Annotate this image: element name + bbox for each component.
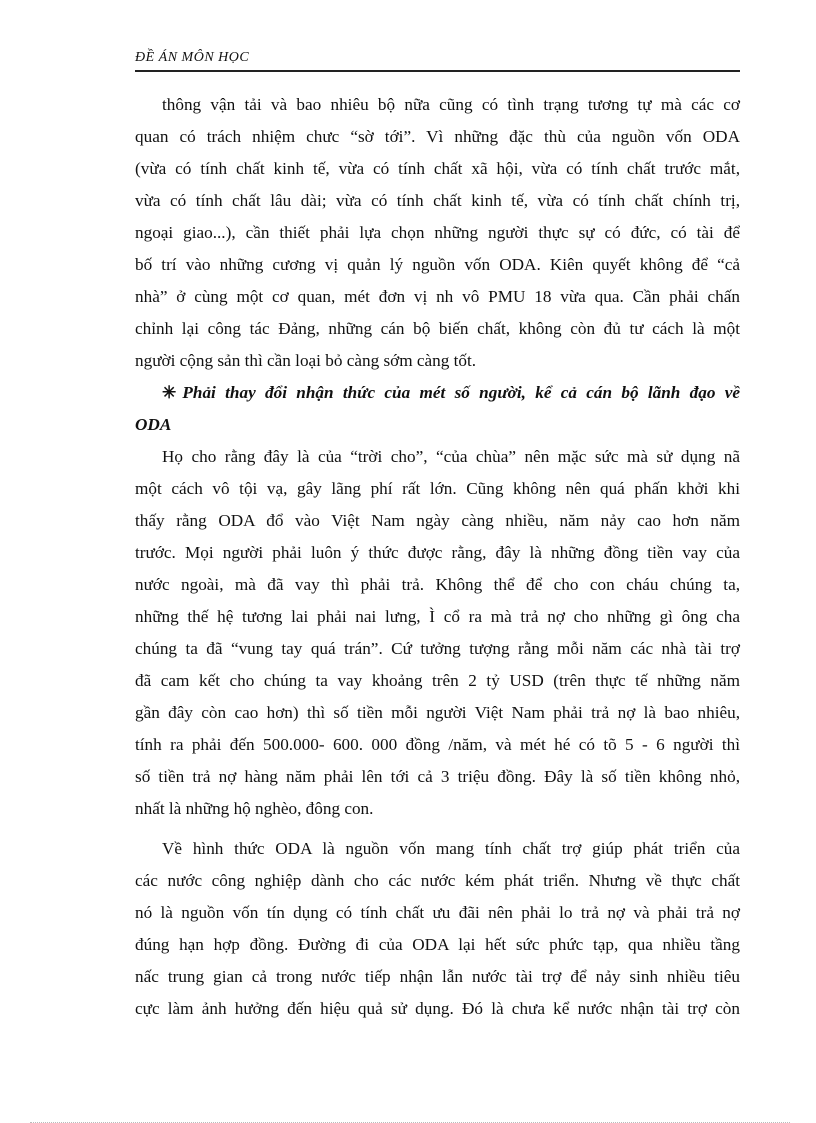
text-line: những thế hệ tương lai phải nai lưng, Ì cổ ra mà trả nợ cho những gì ông cha [135,607,740,626]
text-line: Họ cho rằng đây là của “trời cho”, “của chùa” nên mặc sức mà sử dụng nã [162,447,740,466]
section-heading-cont: ODA [135,415,172,434]
section-heading-text: Phải thay đổi nhận thức của mét số người, kể cả cán bộ lãnh đạo về [182,383,740,402]
text-line: một cách vô tội vạ, gây lãng phí rất lớn. Cũng không nên quá phấn khởi khi [135,479,740,498]
text-line: bố trí vào những cương vị quản lý nguồn vốn ODA. Kiên quyết không để “cả [135,255,740,274]
text-line: tính ra phải đến 500.000- 600. 000 đồng /năm, và mét hé có tõ 5 - 6 người thì [135,735,740,754]
page-header [135,48,740,72]
text-line: nấc trung gian cả trong nước tiếp nhận lẫn nước tài trợ để nảy sinh nhiều tiêu [135,967,740,986]
text-line: vừa có tính chất lâu dài; vừa có tính chất kinh tế, vừa có tính chất chính trị, [135,191,740,210]
text-line: ngoại giao...), cần thiết phải lựa chọn những người thực sự có đức, có tài để [135,223,740,242]
asterisk-icon: ✳ [162,383,177,402]
text-line: đã cam kết cho chúng ta vay khoảng trên 2 tỷ USD (trên thực tế những năm [135,671,740,690]
text-line: các nước công nghiệp dành cho các nước kém phát triển. Nhưng về thực chất [135,871,740,890]
text-line: Về hình thức ODA là nguồn vốn mang tính chất trợ giúp phát triển của [162,839,740,858]
text-line: số tiền trả nợ hàng năm phải lên tới cả 3 triệu đồng. Đây là số tiền không nhỏ, [135,767,740,786]
header-title: ĐỀ ÁN MÔN HỌC [135,50,250,65]
section-heading [135,378,740,408]
text-line: quan có trách nhiệm chưc “sờ tới”. Vì những đặc thù của nguồn vốn ODA [135,127,740,146]
text-line: trước. Mọi người phải luôn ý thức được rằng, đây là những đồng tiền vay của [135,543,740,562]
text-line: nhà” ở cùng một cơ quan, mét đơn vị nh vô PMU 18 vừa qua. Cần phải chấn [135,287,740,306]
text-line: người cộng sản thì cần loại bỏ càng sớm càng tốt. [135,351,477,370]
text-line: nước ngoài, mà đã vay thì phải trả. Không thể để cho con cháu chúng ta, [135,575,740,594]
text-line: thấy rằng ODA đổ vào Việt Nam ngày càng nhiều, năm nảy cao hơn năm [135,511,740,530]
text-line: thông vận tải và bao nhiêu bộ nữa cũng có tình trạng tương tự mà các cơ [162,95,740,114]
text-line: nó là nguồn vốn tín dụng có tính chất ưu đãi nên phải lo trả nợ và phải trả nợ [135,903,740,922]
text-line: chúng ta đã “vung tay quá trán”. Cứ tưởng tượng rằng mỗi năm các nhà tài trợ [135,639,740,658]
text-line: đúng hạn hợp đồng. Đường đi của ODA lại hết sức phức tạp, qua nhiều tầng [135,935,740,954]
text-line: gần đây còn cao hơn) thì số tiền mỗi người Việt Nam phải trả nợ là bao nhiêu, [135,703,740,722]
text-line: cực làm ảnh hưởng đến hiệu quả sử dụng. Đó là chưa kể nước nhận tài trợ còn [135,999,740,1018]
text-line: nhất là những hộ nghèo, đông con. [135,799,374,818]
text-line: chỉnh lại công tác Đảng, những cán bộ biến chất, không còn đủ tư cách là một [135,319,740,338]
text-line: (vừa có tính chất kinh tế, vừa có tính chất xã hội, vừa có tính chất trước mắt, [135,159,740,178]
